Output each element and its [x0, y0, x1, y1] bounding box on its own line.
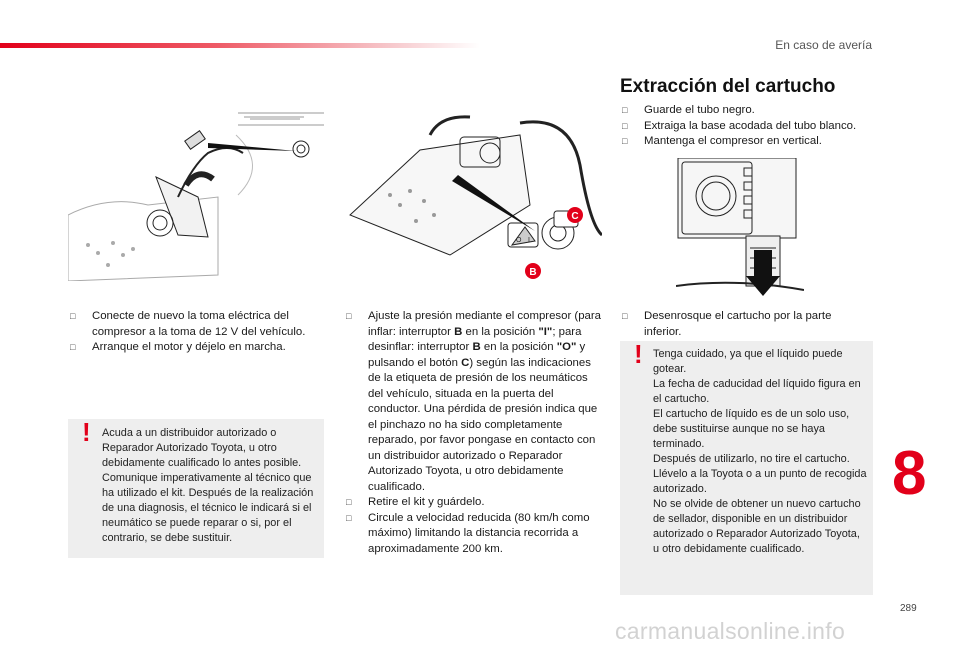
label-c: C — [571, 211, 579, 222]
text-fragment: Circule a velocidad reducida (80 km/h como máximo) limitando la distancia recorrida a aproximadamente 200 km. — [368, 511, 590, 555]
page-number: 289 — [900, 603, 917, 614]
warning-exclamation-icon: ! — [82, 417, 91, 447]
figure-cartridge — [676, 158, 804, 300]
list-item: □ Guarde el tubo negro. — [622, 103, 872, 119]
text-fragment: ; para desinflar: interruptor — [368, 325, 582, 353]
middle-step-list — [346, 309, 603, 557]
figure-socket-connection — [68, 105, 324, 281]
watermark: carmanualsonline.info — [615, 618, 846, 644]
list-item: □ Desenrosque el cartucho por la parte inferior. — [622, 309, 862, 340]
list-item — [346, 511, 603, 558]
bold-fragment: "I" — [538, 325, 553, 338]
text-fragment: en la posición — [462, 325, 539, 338]
heading-cartridge-removal: Extracción del cartucho — [620, 76, 836, 97]
label-b: B — [529, 267, 537, 278]
bold-fragment: B — [472, 341, 481, 353]
callout-b — [525, 263, 541, 279]
left-step-list — [70, 309, 325, 356]
list-item — [346, 309, 603, 495]
bold-fragment: C — [461, 356, 470, 369]
text-fragment: en la posición — [480, 341, 557, 353]
text-fragment: Ajuste la presión mediante el compresor (para inflar: interruptor — [368, 310, 601, 338]
list-item: □ Arranque el motor y déjelo en marcha. — [70, 340, 325, 356]
list-item: □ Conecte de nuevo la toma eléctrica del compresor a la toma de 12 V del vehículo. — [70, 309, 325, 340]
chapter-number: 8 — [892, 439, 927, 508]
warning-box-dealer — [68, 419, 324, 558]
warning-exclamation-icon: ! — [634, 339, 643, 369]
text-fragment: ) según las indicaciones de la etiqueta de presión de los neumáticos del vehículo, situada en la puerta del conductor. Una pérdida de presión indica que el pinchazo no ha sido completamente reparado, por favor pongase en contacto con un distribuidor autorizado o Reparador Autorizado Toyota, u otro debidamente cualificado. — [368, 356, 598, 493]
list-item: □ Extraiga la base acodada del tubo blanco. — [622, 119, 872, 135]
right-step-list — [622, 103, 872, 150]
header-accent-bar — [0, 43, 480, 48]
warning-text: Acuda a un distribuidor autorizado o Reparador Autorizado Toyota, u otro debidamente cualificado lo antes posible. Comunique imperativamente al técnico que ha utilizado el kit. Después de la realización de una diagnosis, el técnico le indicará si el neumático se puede reparar o si, por el contrario, se debe sustituir. — [102, 427, 314, 544]
list-item — [346, 495, 603, 511]
callout-c — [567, 207, 583, 223]
bold-fragment: "O" — [556, 341, 577, 353]
text-fragment: y pulsando el botón — [368, 341, 586, 369]
warning-box-cartridge — [620, 341, 873, 595]
right-after-figure-list — [622, 309, 862, 340]
switch-o-label: O — [516, 237, 522, 244]
list-item: □ Mantenga el compresor en vertical. — [622, 134, 872, 150]
warning-text: Tenga cuidado, ya que el líquido puede gotear. La fecha de caducidad del líquido figura en el cartucho. El cartucho de líquido es de un solo uso, debe sustituirse aunque no se haya terminado. Después de utilizarlo, no tire el cartucho. Llévelo a la Toyota o a un punto de recogida autorizado. No se olvide de obtener un nuevo cartucho de sellador, disponible en un distribuidor autorizado o Reparador Autorizado Toyota, u otro debidamente cualificado. — [653, 348, 867, 555]
text-fragment: Retire el kit y guárdelo. — [368, 496, 485, 508]
figure-compressor-switches — [340, 105, 602, 281]
section-title: En caso de avería — [775, 38, 872, 52]
switch-i-label: I — [528, 237, 530, 244]
bold-fragment: B — [454, 325, 463, 338]
